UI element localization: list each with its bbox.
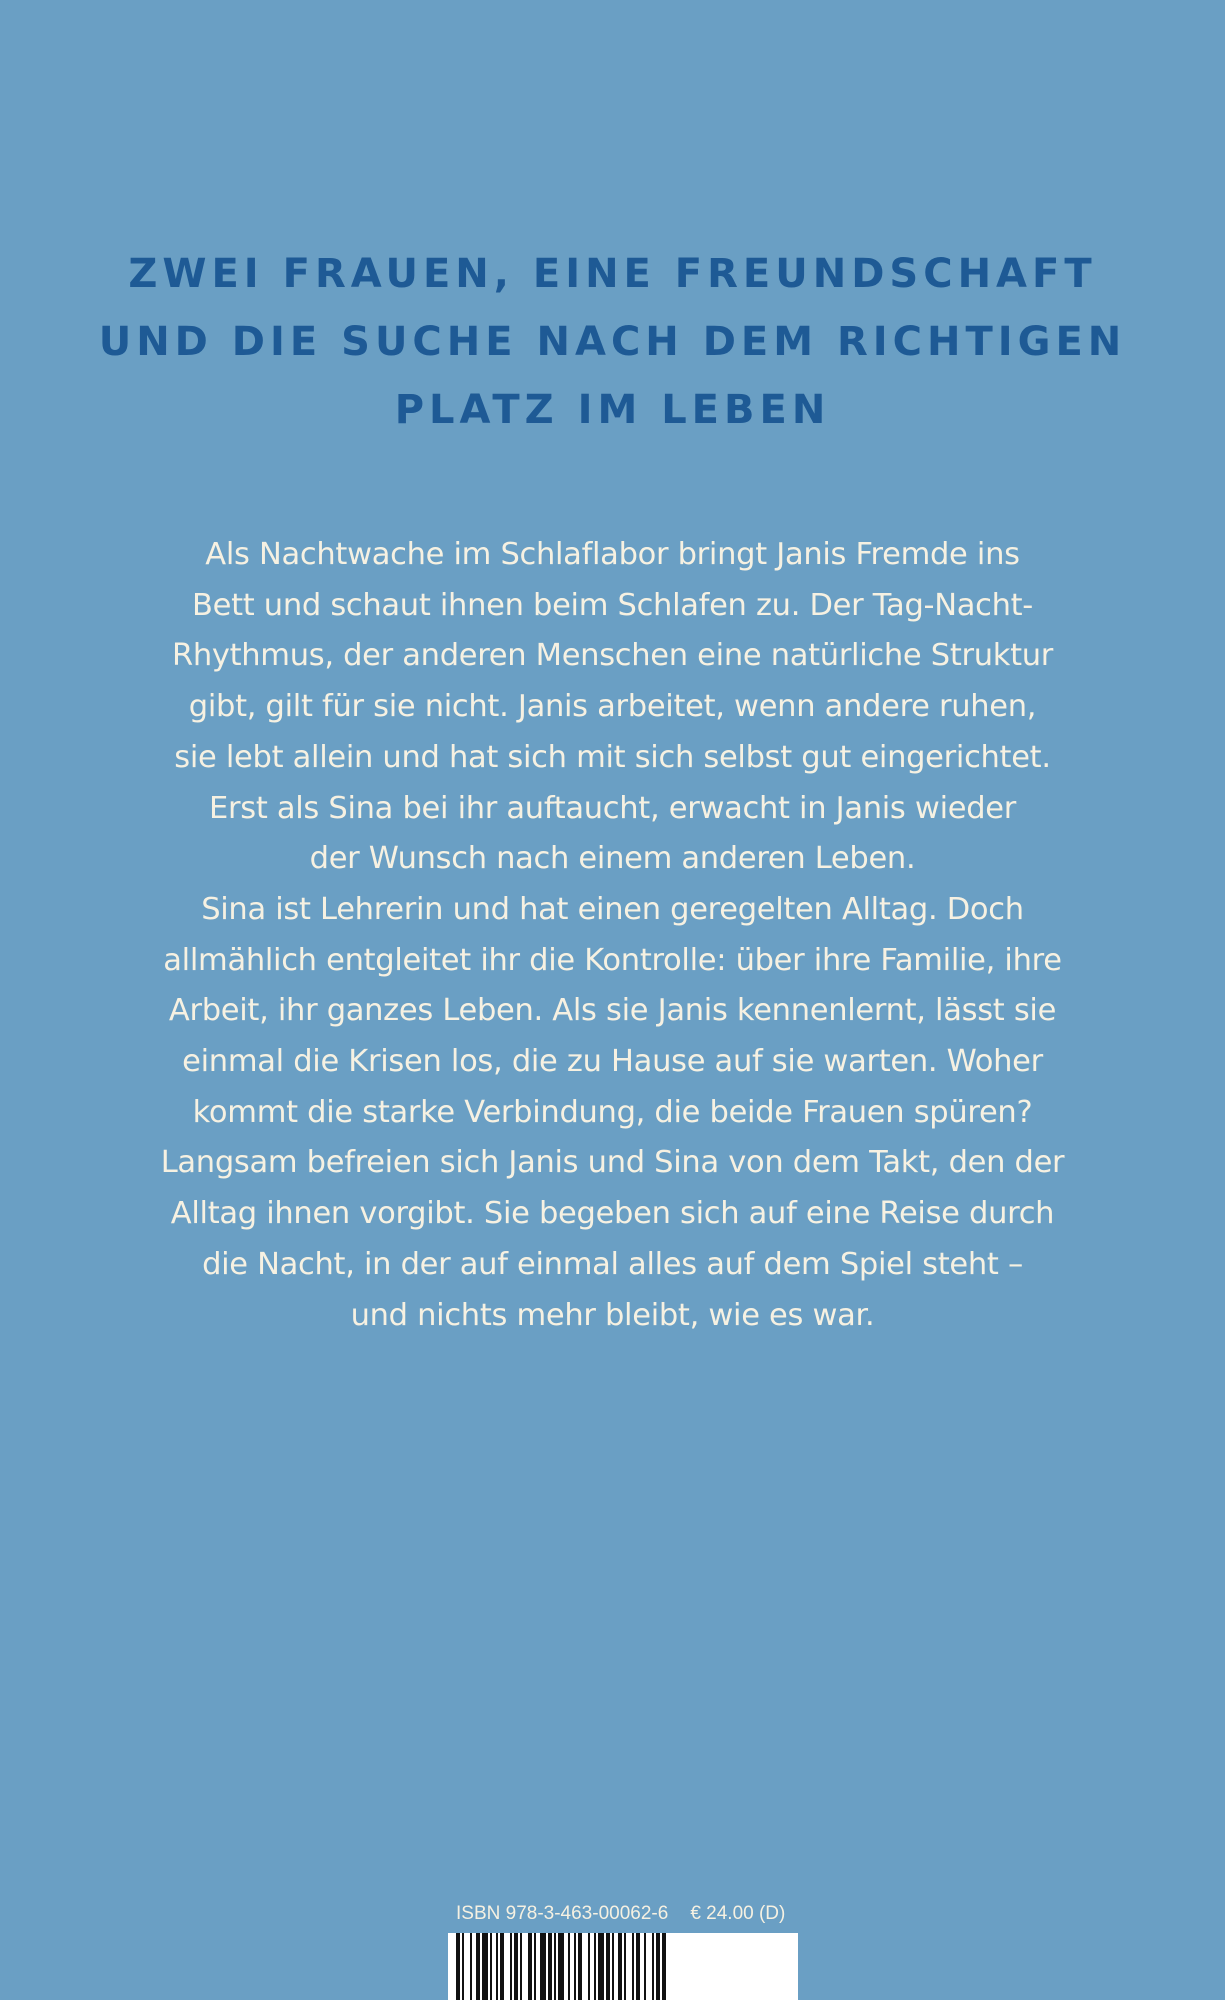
barcode-bar [534, 1933, 536, 2000]
barcode-bar [632, 1933, 634, 2000]
barcode-bar [624, 1933, 626, 2000]
blurb-line: Arbeit, ihr ganzes Leben. Als sie Janis kennenlernt, lässt sie [168, 993, 1057, 1029]
barcode-bar [636, 1933, 640, 2000]
barcode-bar [470, 1933, 472, 2000]
blurb-line: Langsam befreien sich Janis und Sina von dem Takt, den der [160, 1145, 1065, 1181]
blurb-line: einmal die Krisen los, die zu Hause auf sie warten. Woher [182, 1044, 1043, 1080]
blurb-text [0, 530, 1225, 1341]
blurb-line: Bett und schaut ihnen beim Schlafen zu. Der Tag-Nacht- [192, 587, 1033, 623]
blurb-line: und nichts mehr bleibt, wie es war. [350, 1297, 875, 1333]
blurb-line: der Wunsch nach einem anderen Leben. [309, 841, 916, 877]
barcode-bar [598, 1933, 604, 2000]
barcode-bar [500, 1933, 504, 2000]
barcode-bar [606, 1933, 610, 2000]
barcode-bar [618, 1933, 622, 2000]
blurb-line: sie lebt allein und hat sich mit sich selbst gut eingerichtet. [174, 739, 1051, 775]
barcode-bar [540, 1933, 546, 2000]
isbn-number: ISBN 978-3-463-00062-6 [456, 1903, 669, 1924]
blurb-line: Sina ist Lehrerin und hat einen geregelten Alltag. Doch [201, 891, 1024, 927]
barcode-bar [520, 1933, 522, 2000]
barcode-bar [662, 1933, 666, 2000]
barcode [448, 1933, 798, 2000]
barcode-block [448, 1895, 798, 2000]
barcode-bar [514, 1933, 518, 2000]
price-label: € 24.00 (D) [690, 1903, 786, 1924]
barcode-bar [490, 1933, 492, 2000]
barcode-bar [652, 1933, 654, 2000]
barcode-bar [462, 1933, 464, 2000]
blurb-line: die Nacht, in der auf einmal alles auf dem Spiel steht – [202, 1246, 1023, 1282]
barcode-bar [574, 1933, 576, 2000]
barcode-bar [548, 1933, 552, 2000]
tagline [0, 240, 1225, 444]
tagline-line-3: PLATZ IM LEBEN [394, 387, 831, 433]
barcode-bar [588, 1933, 590, 2000]
blurb-line: Erst als Sina bei ihr auftaucht, erwacht in Janis wieder [209, 790, 1016, 826]
tagline-line-1: ZWEI FRAUEN, EINE FREUNDSCHAFT [128, 251, 1097, 297]
blurb-line: kommt die starke Verbindung, die beide Frauen spüren? [192, 1094, 1033, 1130]
barcode-bar [568, 1933, 570, 2000]
barcode-bar [476, 1933, 480, 2000]
barcode-bar [578, 1933, 582, 2000]
blurb-line: allmählich entgleitet ihr die Kontrolle: über ihre Familie, ihre [163, 942, 1062, 978]
barcode-bar [558, 1933, 564, 2000]
barcode-bar [496, 1933, 498, 2000]
barcode-bar [482, 1933, 488, 2000]
barcode-bar [644, 1933, 646, 2000]
blurb-line: Rhythmus, der anderen Menschen eine natürliche Struktur [171, 638, 1054, 674]
barcode-bar [612, 1933, 614, 2000]
barcode-bar [554, 1933, 556, 2000]
isbn-price-line [456, 1903, 785, 1925]
blurb-line: Alltag ihnen vorgibt. Sie begeben sich auf eine Reise durch [170, 1196, 1055, 1232]
barcode-bar [594, 1933, 596, 2000]
blurb-line: Als Nachtwache im Schlaflabor bringt Janis Fremde ins [205, 537, 1020, 572]
barcode-bar [656, 1933, 660, 2000]
barcode-bar [528, 1933, 532, 2000]
tagline-line-2: UND DIE SUCHE NACH DEM RICHTIGEN [98, 319, 1127, 365]
barcode-bar [510, 1933, 512, 2000]
blurb-line: gibt, gilt für sie nicht. Janis arbeitet, wenn andere ruhen, [188, 689, 1037, 725]
barcode-bar [456, 1933, 460, 2000]
barcode-bars [448, 1933, 798, 2000]
